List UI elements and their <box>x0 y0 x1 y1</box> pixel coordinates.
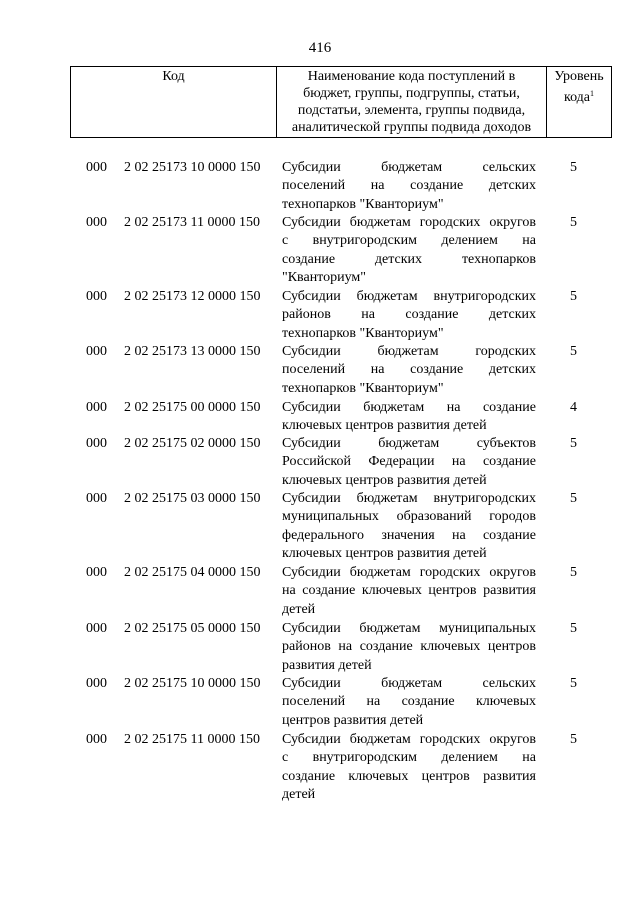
row-name-line: с внутригородским делением на <box>282 233 536 249</box>
row-name-line: Субсидии бюджетам муниципальных <box>282 621 536 636</box>
row-name-line: ключевых центров развития детей <box>282 472 487 488</box>
row-level: 5 <box>570 732 577 747</box>
row-name-line: Субсидии бюджетам сельских <box>282 676 536 691</box>
row-name-line: Субсидии бюджетам субъектов <box>282 436 536 451</box>
row-name-line: районов на создание ключевых центров <box>282 639 536 655</box>
row-level: 5 <box>570 436 577 451</box>
row-classification-code: 2 02 25173 11 0000 150 <box>124 215 260 230</box>
row-name <box>282 399 536 436</box>
row-classification-code: 2 02 25175 11 0000 150 <box>124 732 260 747</box>
row-name-line: Субсидии бюджетам внутригородских <box>282 289 536 304</box>
row-name-line: детей <box>282 787 316 803</box>
row-admin-code: 000 <box>86 676 107 691</box>
row-name-line: федерального значения на создание <box>282 527 536 543</box>
row-classification-code: 2 02 25173 13 0000 150 <box>124 344 261 359</box>
row-name <box>282 159 536 214</box>
row-name <box>282 564 536 619</box>
row-admin-code: 000 <box>86 732 107 747</box>
row-name <box>282 214 536 288</box>
row-name-line: на создание ключевых центров развития <box>282 583 536 599</box>
row-name-line: Субсидии бюджетам на создание <box>282 400 536 415</box>
row-name <box>282 288 536 343</box>
row-name-line: Субсидии бюджетам городских округов <box>282 732 536 747</box>
row-classification-code: 2 02 25175 02 0000 150 <box>124 436 261 451</box>
row-classification-code: 2 02 25173 12 0000 150 <box>124 289 261 304</box>
header-name-line: аналитической группы подвида доходов <box>291 120 532 135</box>
row-admin-code: 000 <box>86 289 107 304</box>
row-classification-code: 2 02 25175 05 0000 150 <box>124 621 261 636</box>
row-name-line: Субсидии бюджетам городских округов <box>282 565 536 580</box>
row-admin-code: 000 <box>86 491 107 506</box>
row-name <box>282 435 536 490</box>
row-name-line: технопарков "Кванториум" <box>282 380 444 396</box>
row-name-line: создание ключевых центров развития <box>282 768 536 784</box>
row-classification-code: 2 02 25173 10 0000 150 <box>124 160 261 175</box>
row-name-line: поселений на создание детских <box>282 362 536 378</box>
row-level: 5 <box>570 344 577 359</box>
row-name-line: поселений на создание ключевых <box>282 694 536 710</box>
row-name-line: ключевых центров развития детей <box>282 418 487 434</box>
row-name-line: муниципальных образований городов <box>282 509 536 525</box>
row-admin-code: 000 <box>86 436 107 451</box>
header-level-line: кода$^1$ <box>563 89 595 105</box>
header-name-line: Наименование кода поступлений в <box>307 69 516 84</box>
row-name-line: развития детей <box>282 657 372 673</box>
row-name-line: Субсидии бюджетам внутригородских <box>282 491 536 506</box>
row-admin-code: 000 <box>86 160 107 175</box>
row-name-line: поселений на создание детских <box>282 178 536 194</box>
row-name-line: Субсидии бюджетам сельских <box>282 160 536 175</box>
row-name-line: с внутригородским делением на <box>282 750 536 766</box>
header-name-line: бюджет, группы, подгруппы, статьи, <box>303 86 520 101</box>
row-name-line: Российской Федерации на создание <box>282 454 536 470</box>
row-level: 4 <box>570 400 577 415</box>
row-admin-code: 000 <box>86 565 107 580</box>
row-level: 5 <box>570 491 577 506</box>
header-level <box>547 67 611 137</box>
row-name-line: районов на создание детских <box>282 307 536 323</box>
row-classification-code: 2 02 25175 04 0000 150 <box>124 565 261 580</box>
row-level: 5 <box>570 565 577 580</box>
row-level: 5 <box>570 215 577 230</box>
row-name-line: детей <box>282 601 316 617</box>
row-level: 5 <box>570 621 577 636</box>
row-level: 5 <box>570 160 577 175</box>
row-name-line: Субсидии бюджетам городских округов <box>282 215 536 230</box>
row-classification-code: 2 02 25175 10 0000 150 <box>124 676 261 691</box>
header-code: Код <box>71 67 277 137</box>
row-admin-code: 000 <box>86 215 107 230</box>
row-name <box>282 731 536 805</box>
header-name <box>277 67 547 137</box>
header-name-line: подстатьи, элемента, группы подвида, <box>297 103 526 118</box>
row-name-line: создание детских технопарков <box>282 251 536 267</box>
row-name-line: "Кванториум" <box>282 270 366 286</box>
row-name <box>282 490 536 564</box>
row-name-line: технопарков "Кванториум" <box>282 325 444 341</box>
row-level: 5 <box>570 289 577 304</box>
row-name <box>282 675 536 730</box>
table-header <box>70 66 612 138</box>
row-admin-code: 000 <box>86 621 107 636</box>
row-name <box>282 620 536 675</box>
footnote-mark: 1 <box>590 89 595 98</box>
row-admin-code: 000 <box>86 344 107 359</box>
row-admin-code: 000 <box>86 400 107 415</box>
row-name-line: центров развития детей <box>282 712 424 728</box>
row-level: 5 <box>570 676 577 691</box>
row-name-line: Субсидии бюджетам городских <box>282 344 536 359</box>
row-classification-code: 2 02 25175 00 0000 150 <box>124 400 261 415</box>
page-number: 416 <box>308 40 332 56</box>
row-name-line: технопарков "Кванториум" <box>282 196 444 212</box>
row-classification-code: 2 02 25175 03 0000 150 <box>124 491 261 506</box>
header-level-line: Уровень <box>554 69 604 84</box>
row-name <box>282 343 536 398</box>
row-name-line: ключевых центров развития детей <box>282 546 487 562</box>
